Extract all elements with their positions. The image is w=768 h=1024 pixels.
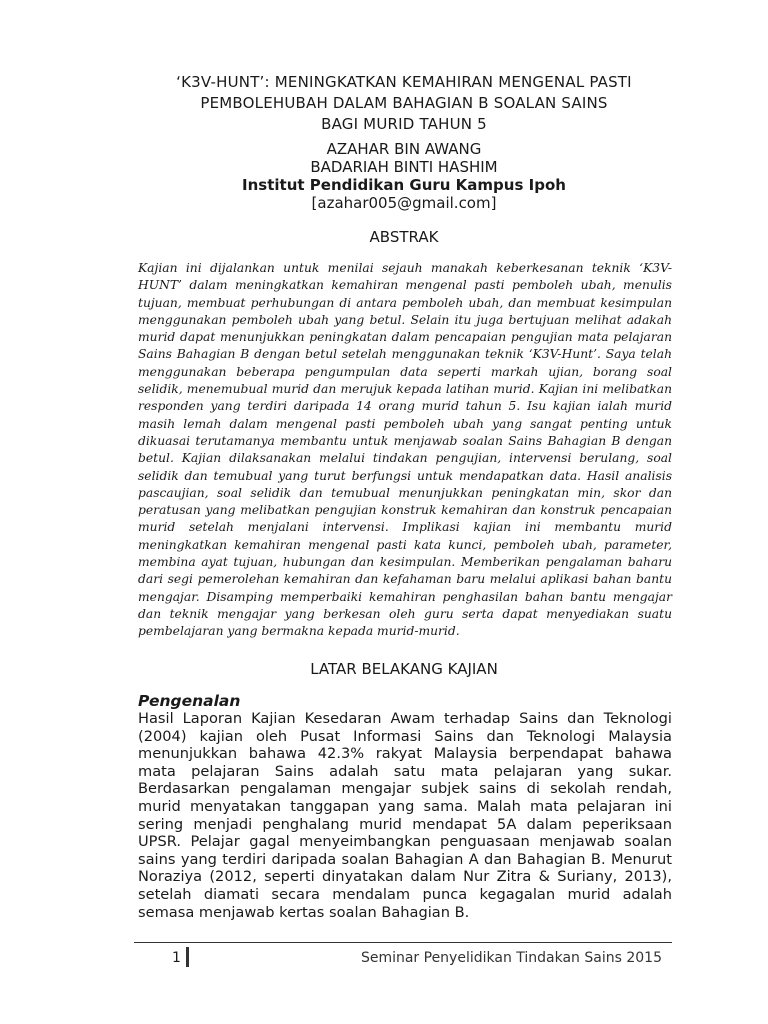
footer-seminar-title: Seminar Penyelidikan Tindakan Sains 2015 <box>360 950 662 966</box>
page-number-bar <box>186 947 189 967</box>
paper-title <box>100 72 708 135</box>
section-heading: LATAR BELAKANG KAJIAN <box>310 660 498 678</box>
subsection-heading: Pengenalan <box>138 692 241 710</box>
footer-divider <box>134 942 672 943</box>
page-number: 1 <box>172 950 181 966</box>
author-email: [azahar005@gmail.com] <box>311 194 497 212</box>
abstract-text: Kajian ini dijalankan untuk menilai sejauh manakah keberkesanan teknik ‘K3V-HUNT’ dalam meningkatkan kemahiran mengenal pasti pemboleh ubah, menulis tujuan, membuat perhubungan di antara pemboleh ubah, dan membuat kesimpulan menggunakan pemboleh ubah yang betul. Selain itu juga bertujuan melihat adakah murid dapat menunjukkan peningkatan dalam pencapaian pengujian mata pelajaran Sains Bahagian B dengan betul setelah menggunakan teknik ‘K3V-Hunt’. Saya telah menggunakan beberapa pengumpulan data seperti markah ujian, borang soal selidik, menemubual murid dan merujuk kepada latihan murid. Kajian ini melibatkan responden yang terdiri daripada 14 orang murid tahun 5. Isu kajian ialah murid masih lemah dalam mengenal pasti pemboleh ubah yang sangat penting untuk dikuasai terutamanya membantu untuk menjawab soalan Sains Bahagian B dengan betul. Kajian dilaksanakan melalui tindakan pengujian, intervensi berulang, soal selidik dan temubual yang turut berfungsi untuk mendapatkan data. Hasil analisis pascaujian, soal selidik dan temubual menunjukkan peningkatan min, skor dan peratusan yang melibatkan pengujian konstruk kemahiran dan konstruk pencapaian murid setelah menjalani intervensi. Implikasi kajian ini membantu murid meningkatkan kemahiran mengenal pasti kata kunci, pemboleh ubah, parameter, membina ayat tujuan, hubungan dan kesimpulan. Memberikan pengalaman baharu dari segi pemerolehan kemahiran dan kefahaman baru melalui aplikasi bahan bantu mengajar. Disamping memperbaiki kemahiran penghasilan bahan bantu mengajar dan teknik mengajar yang berkesan oleh guru serta dapat menyediakan suatu pembelajaran yang bermakna kepada murid-murid. <box>138 261 672 639</box>
author-institution: Institut Pendidikan Guru Kampus Ipoh <box>242 176 566 194</box>
abstract-heading: ABSTRAK <box>369 228 439 246</box>
body-paragraph: Hasil Laporan Kajian Kesedaran Awam terhadap Sains dan Teknologi (2004) kajian oleh Pusat Informasi Sains dan Teknologi Malaysia menunjukkan bahawa 42.3% rakyat Malaysia berpendapat bahawa mata pelajaran Sains adalah satu mata pelajaran yang sukar. Berdasarkan pengalaman mengajar subjek sains di sekolah rendah, murid menyatakan tanggapan yang sama. Malah mata pelajaran ini sering menjadi penghalang murid mendapat 5A dalam peperiksaan UPSR. Pelajar gagal menyeimbangkan penguasaan menjawab soalan sains yang terdiri daripada soalan Bahagian A dan Bahagian B. Menurut Noraziya (2012, seperti dinyatakan dalam Nur Zitra & Suriany, 2013), setelah diamati secara mendalam punca kegagalan murid adalah semasa menjawab kertas soalan Bahagian B. <box>138 710 672 921</box>
author-block <box>100 140 708 212</box>
author-name-2: BADARIAH BINTI HASHIM <box>310 158 498 176</box>
title-line-3: BAGI MURID TAHUN 5 <box>321 115 487 133</box>
author-name-1: AZAHAR BIN AWANG <box>326 140 482 158</box>
title-line-2: PEMBOLEHUBAH DALAM BAHAGIAN B SOALAN SAINS <box>200 94 608 112</box>
title-line-1: ‘K3V-HUNT’: MENINGKATKAN KEMAHIRAN MENGENAL PASTI <box>176 73 632 91</box>
